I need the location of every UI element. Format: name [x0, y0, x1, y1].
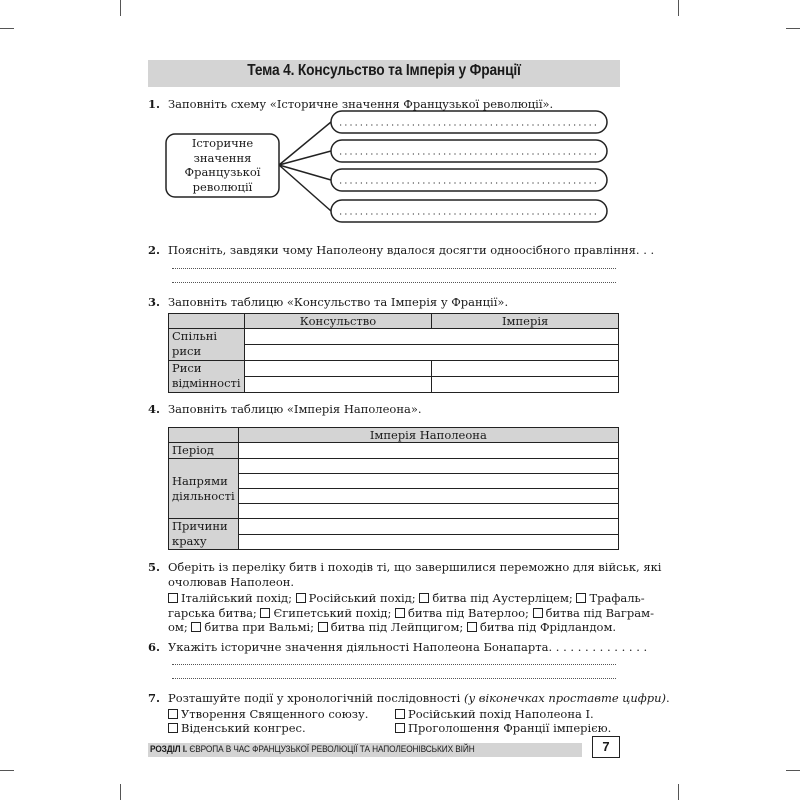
table-cell[interactable] [238, 459, 618, 474]
q5-options-line1: Італійський похід; Російський похід; битва під Аустерліцем; Трафаль- [168, 591, 645, 606]
table-cell[interactable] [244, 377, 432, 393]
table-cell[interactable] [432, 361, 619, 377]
page-title: Тема 4. Консульство та Імперія у Франції [247, 62, 521, 79]
checkbox[interactable] [419, 593, 429, 603]
q6-number: 6. [148, 640, 161, 654]
number-box[interactable] [168, 709, 178, 719]
number-box[interactable] [395, 709, 405, 719]
table-cell[interactable] [238, 443, 618, 459]
q7-number: 7. [148, 691, 161, 705]
q4-number: 4. [148, 402, 161, 416]
checkbox[interactable] [576, 593, 586, 603]
table-cell[interactable] [244, 329, 618, 345]
table-cell[interactable] [432, 377, 619, 393]
checkbox[interactable] [318, 622, 328, 632]
q1-text: Заповніть схему «Історичне значення Французької революції». [168, 97, 554, 111]
row-differences: Риси відмінності [169, 361, 245, 393]
table-cell[interactable] [238, 504, 618, 519]
q1-number: 1. [148, 97, 161, 111]
q5-text-line1: Оберіть із переліку битв і походів ті, що завершилися переможно для військ, які [168, 560, 662, 574]
scheme-answer-box [331, 200, 607, 222]
scheme-answer-box [331, 169, 607, 191]
row-causes: Причини краху [169, 519, 239, 550]
number-box[interactable] [395, 723, 405, 733]
q3-number: 3. [148, 295, 161, 309]
col-napoleon-empire: Імперія Наполеона [238, 428, 618, 443]
answer-line[interactable] [172, 268, 616, 269]
q2-number: 2. [148, 243, 161, 257]
row-common-features: Спільні риси [169, 329, 245, 361]
q6-text: Укажіть історичне значення діяльності Наполеона Бонапарта. . . . . . . . . . . . . . [168, 640, 648, 654]
table-cell[interactable] [238, 474, 618, 489]
checkbox[interactable] [191, 622, 201, 632]
checkbox[interactable] [467, 622, 477, 632]
table-cell[interactable] [244, 345, 618, 361]
col-consulate: Консульство [244, 314, 432, 329]
q3-table [168, 313, 619, 393]
q2-text: Поясніть, завдяки чому Наполеону вдалося досягти одноосібного правління. . . [168, 243, 655, 257]
q7-text: Розташуйте події у хронологічній послідовності (у віконечках проставте цифри). [168, 691, 670, 705]
checkbox[interactable] [533, 608, 543, 618]
table-cell[interactable] [238, 519, 618, 535]
q5-text-line2: очолював Наполеон. [168, 575, 295, 589]
table-cell[interactable] [238, 489, 618, 504]
row-directions: Напрями діяльності [169, 459, 239, 519]
checkbox[interactable] [395, 608, 405, 618]
q5-options-line3: ом; битва при Вальмі; битва під Лейпцигом; битва під Фрідландом. [168, 620, 617, 634]
q7-event: Російський похід Наполеона I. [395, 707, 594, 722]
scheme-answer-box [331, 111, 607, 133]
checkbox[interactable] [168, 593, 178, 603]
q7-event: Утворення Священного союзу. [168, 707, 368, 722]
q7-event: Віденський конгрес. [168, 721, 306, 736]
page-number: 7 [592, 736, 620, 758]
footer-section: РОЗДІЛ І. ЄВРОПА В ЧАС ФРАНЦУЗЬКОЇ РЕВОЛЮЦІЇ ТА НАПОЛЕОНІВСЬКИХ ВІЙН [150, 744, 475, 754]
scheme-answer-box [331, 140, 607, 162]
q3-text: Заповніть таблицю «Консульство та Імперія у Франції». [168, 295, 509, 309]
scheme-center-label: Історичне значення Французької революції [184, 136, 261, 194]
number-box[interactable] [168, 723, 178, 733]
table-cell[interactable] [244, 361, 432, 377]
col-empire: Імперія [432, 314, 619, 329]
q4-text: Заповніть таблицю «Імперія Наполеона». [168, 402, 422, 416]
q5-number: 5. [148, 560, 161, 574]
checkbox[interactable] [260, 608, 270, 618]
table-cell[interactable] [238, 534, 618, 550]
answer-line[interactable] [172, 678, 616, 679]
answer-line[interactable] [172, 282, 616, 283]
q7-event: Проголошення Франції імперією. [395, 721, 611, 736]
row-period: Період [169, 443, 239, 459]
checkbox[interactable] [296, 593, 306, 603]
q5-options-line2: гарська битва; Єгипетський похід; битва під Ватерлоо; битва під Ваграм- [168, 606, 654, 620]
answer-line[interactable] [172, 664, 616, 665]
q4-table [168, 427, 619, 550]
